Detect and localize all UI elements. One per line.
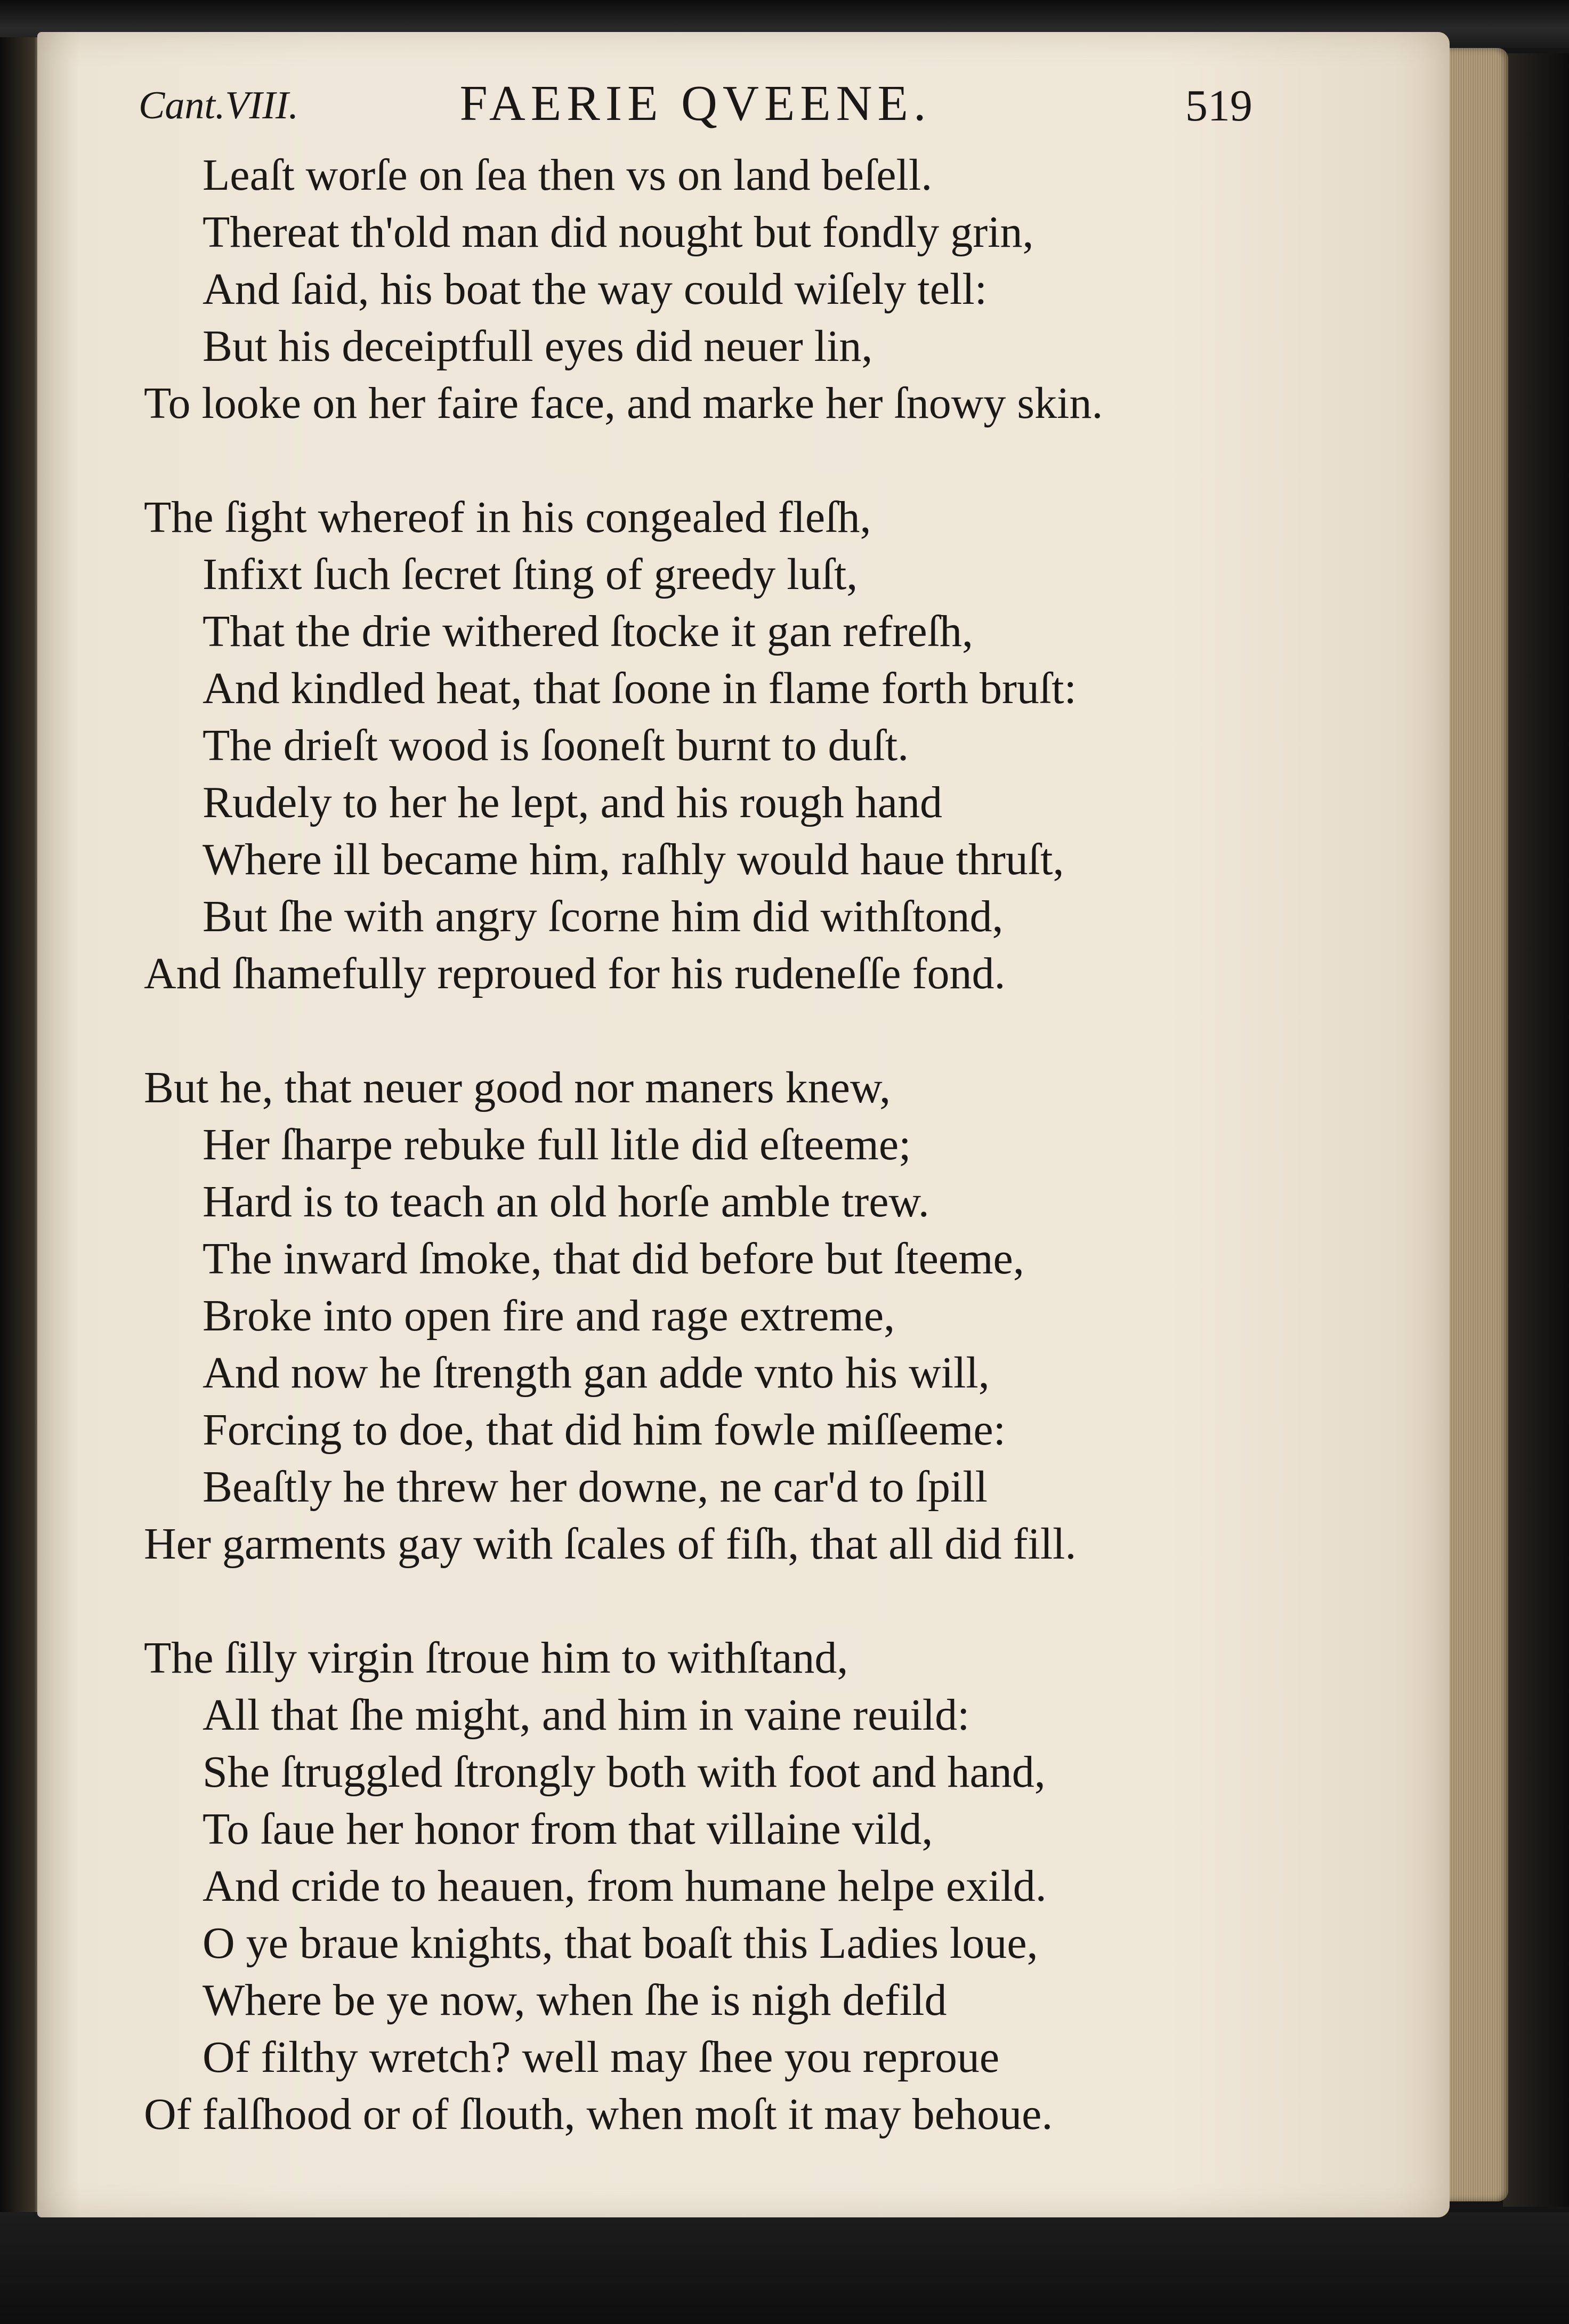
book-bottom-edge xyxy=(0,2212,1569,2324)
verse-line: Her ſharpe rebuke full litle did eſteeme; xyxy=(203,1120,911,1169)
verse-line: And ſaid, his boat the way could wiſely tell: xyxy=(203,264,988,314)
verse-line: The inward ſmoke, that did before but ſteeme, xyxy=(203,1234,1024,1284)
verse-line: Her garments gay with ſcales of fiſh, that all did fill. xyxy=(144,1519,1077,1569)
verse-line: The ſight whereof in his congealed fleſh, xyxy=(144,493,871,542)
page-number: 519 xyxy=(1185,81,1252,131)
page-headline xyxy=(139,75,1252,139)
verse-line: Where ill became him, raſhly would haue thruſt, xyxy=(203,835,1064,884)
running-title: FAERIE QVEENE. xyxy=(459,76,932,131)
stanza xyxy=(144,147,1236,432)
stanza xyxy=(144,489,1236,1002)
verse-line: To looke on her faire face, and marke her ſnowy skin. xyxy=(144,378,1103,428)
canto-label: Cant.VIII. xyxy=(139,84,299,127)
verse-line: But he, that neuer good nor maners knew, xyxy=(144,1063,891,1112)
verse-line: And now he ſtrength gan adde vnto his will, xyxy=(203,1348,990,1398)
verse-line: And ſhamefully reproued for his rudeneſſe fond. xyxy=(144,949,1006,998)
verse-line: To ſaue her honor from that villaine vild, xyxy=(203,1804,933,1854)
stanza xyxy=(144,1629,1236,2143)
poem-text xyxy=(144,147,1236,2200)
book-gutter xyxy=(0,37,43,2212)
verse-line: The drieſt wood is ſooneſt burnt to duſt. xyxy=(203,721,909,770)
verse-line: All that ſhe might, and him in vaine reuild: xyxy=(203,1690,970,1740)
verse-line: And kindled heat, that ſoone in flame forth bruſt: xyxy=(203,664,1077,713)
verse-line: Hard is to teach an old horſe amble trew. xyxy=(203,1177,929,1226)
verse-line: And cride to heauen, from humane helpe exild. xyxy=(203,1861,1047,1911)
verse-line: O ye braue knights, that boaſt this Ladies loue, xyxy=(203,1918,1038,1968)
verse-line: The ſilly virgin ſtroue him to withſtand, xyxy=(144,1633,848,1683)
verse-line: Where be ye now, when ſhe is nigh defild xyxy=(203,1975,947,2025)
book-cover-board xyxy=(1503,53,1569,2207)
verse-line: Of filthy wretch? well may ſhee you reproue xyxy=(203,2032,1000,2082)
verse-line: That the drie withered ſtocke it gan refreſh, xyxy=(203,607,974,656)
verse-line: Of falſhood or of ſlouth, when moſt it may behoue. xyxy=(144,2089,1053,2139)
verse-line: Leaſt worſe on ſea then vs on land beſell. xyxy=(203,150,933,200)
verse-line: But his deceiptfull eyes did neuer lin, xyxy=(203,321,873,371)
verse-line: Broke into open fire and rage extreme, xyxy=(203,1291,895,1341)
verse-line: Infixt ſuch ſecret ſting of greedy luſt, xyxy=(203,550,858,599)
verse-line: Rudely to her he lept, and his rough hand xyxy=(203,778,943,827)
verse-line: She ſtruggled ſtrongly both with foot and hand, xyxy=(203,1747,1046,1797)
stanza xyxy=(144,1059,1236,1572)
verse-line: Forcing to doe, that did him fowle miſſeeme: xyxy=(203,1405,1006,1455)
verse-line: Thereat th'old man did nought but fondly grin, xyxy=(203,207,1034,257)
verse-line: Beaſtly he threw her downe, ne car'd to ſpill xyxy=(203,1462,988,1512)
verse-line: But ſhe with angry ſcorne him did withſtond, xyxy=(203,892,1004,941)
